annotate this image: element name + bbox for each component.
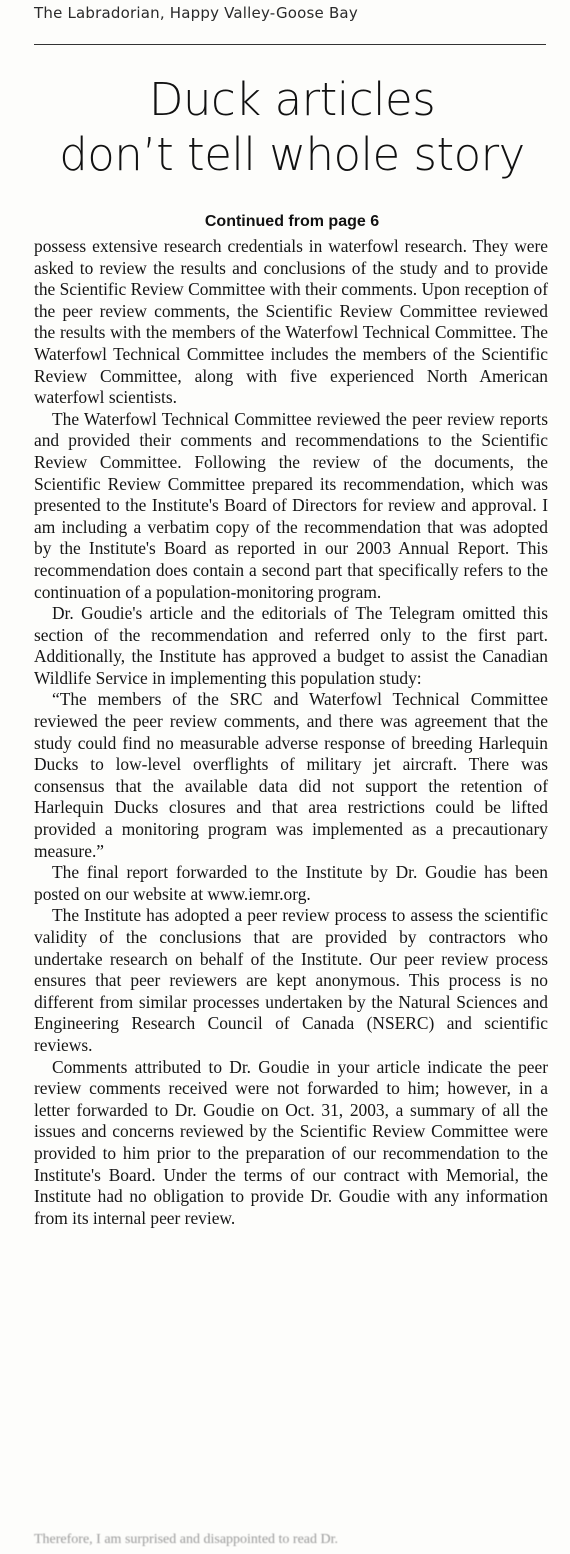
- continued-from-label: Continued from page 6: [204, 213, 380, 230]
- article-body: [34, 236, 548, 1229]
- masthead-divider: [34, 44, 546, 45]
- article-paragraph: Comments attributed to Dr. Goudie in your article indicate the peer review comments received were not forwarded to him; however, in a letter forwarded to Dr. Goudie on Oct. 31, 2003, a summary of all the issues and concerns reviewed by the Scientific Review Committee were provided to him prior to the preparation of our recommendation to the Institute's Board. Under the terms of our contract with Memorial, the Institute had no obligation to provide Dr. Goudie with any information from its internal peer review.: [34, 1056, 548, 1228]
- cut-off-line: Therefore, I am surprised and disappointed to read Dr.: [34, 1532, 339, 1547]
- article-paragraph: possess extensive research credentials in waterfowl research. They were asked to review the results and conclusions of the study and to provide the Scientific Review Committee with their comments. Upon reception of the peer review comments, the Scientific Review Committee reviewed the results with the members of the Waterfowl Technical Committee. The Waterfowl Technical Committee includes the members of the Scientific Review Committee, along with five experienced North American waterfowl scientists.: [34, 236, 548, 408]
- masthead: The Labradorian, Happy Valley-Goose Bay: [34, 4, 358, 22]
- headline-line-1: Duck articles: [148, 73, 436, 126]
- article-paragraph: The Waterfowl Technical Committee reviewed the peer review reports and provided their comments and recommendations to the Scientific Review Committee. Following the review of the documents, the Scientific Review Committee prepared its recommendation, which was presented to the Institute's Board of Directors for review and approval. I am including a verbatim copy of the recommendation that was adopted by the Institute's Board as reported in our 2003 Annual Report. This recommendation does contain a second part that specifically refers to the continuation of a population-monitoring program.: [34, 408, 548, 602]
- article-paragraph: “The members of the SRC and Waterfowl Technical Committee reviewed the peer review comments, and there was agreement that the study could find no measurable adverse response of breeding Harlequin Ducks to low-level overflights of military jet aircraft. There was consensus that the available data did not support the retention of Harlequin Ducks closures and that area restrictions could be lifted provided a monitoring program was implemented as a precautionary measure.”: [34, 689, 548, 861]
- article-paragraph: Dr. Goudie's article and the editorials of The Telegram omitted this section of the recommendation and referred only to the first part. Additionally, the Institute has approved a budget to assist the Canadian Wildlife Service in implementing this population study:: [34, 603, 548, 688]
- article-paragraph: The final report forwarded to the Institute by Dr. Goudie has been posted on our website at www.iemr.org.: [34, 862, 548, 904]
- headline: [32, 72, 552, 182]
- article-paragraph: The Institute has adopted a peer review process to assess the scientific validity of the conclusions that are provided by contractors who undertake research on behalf of the Institute. Our peer review process ensures that peer reviewers are kept anonymous. This process is no different from similar processes undertaken by the Natural Sciences and Engineering Research Council of Canada (NSERC) and scientific reviews.: [34, 905, 548, 1055]
- headline-line-2: don’t tell whole story: [59, 128, 525, 181]
